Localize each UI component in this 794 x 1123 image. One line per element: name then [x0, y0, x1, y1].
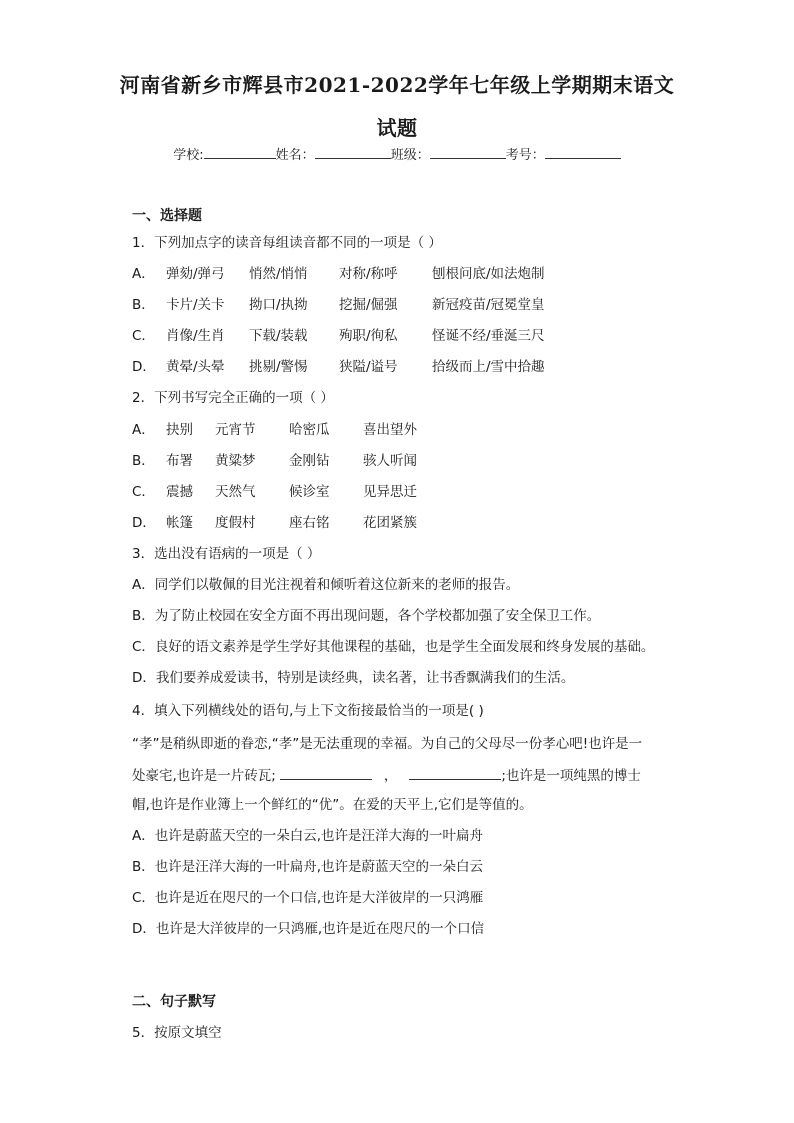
school-blank[interactable]: [204, 146, 276, 159]
passage-text: 处豪宅,也许是一片砖瓦;: [132, 768, 276, 784]
section-heading-dictation: 二、句子默写: [132, 994, 216, 1010]
question-2-option-c[interactable]: [132, 483, 417, 501]
option-item: 弹劾/弹弓: [166, 266, 225, 282]
option-item: 哈密瓜: [289, 422, 330, 438]
option-item: 喜出望外: [363, 422, 417, 438]
option-item: 候诊室: [289, 484, 330, 500]
section-heading-choice: 一、选择题: [132, 208, 202, 224]
option-label: D．: [132, 515, 156, 531]
question-3-option-b[interactable]: B．为了防止校园在安全方面不再出现问题，各个学校都加强了安全保卫工作。: [132, 608, 601, 624]
option-item: 下载/装载: [249, 328, 308, 344]
option-item: 肖像/生肖: [166, 328, 225, 344]
question-4-option-c[interactable]: C．也许是近在咫尺的一个口信,也许是大洋彼岸的一只鸿雁: [132, 890, 484, 906]
question-4-option-b[interactable]: B．也许是汪洋大海的一叶扁舟,也许是蔚蓝天空的一朵白云: [132, 859, 484, 875]
question-5-stem: 5．按原文填空: [132, 1025, 222, 1041]
question-1-option-a[interactable]: [132, 265, 545, 283]
option-item: 度假村: [215, 515, 256, 531]
option-item: 对称/称呼: [339, 266, 398, 282]
option-item: 怪诞不经/垂涎三尺: [432, 328, 545, 344]
option-item: 黄晕/头晕: [166, 359, 225, 375]
option-item: 殉职/徇私: [339, 328, 398, 344]
option-label: A．: [132, 422, 155, 438]
number-label: 考号：: [505, 148, 545, 163]
option-item: 花团紧簇: [363, 515, 417, 531]
option-item: 帐篷: [166, 515, 193, 531]
question-4-passage-line-1: “孝”是稍纵即逝的眷恋,“孝”是无法重现的幸福。为自己的父母尽一份孝心吧!也许是一: [132, 736, 643, 752]
question-2-option-b[interactable]: [132, 452, 417, 470]
option-item: 挑剔/警惕: [249, 359, 308, 375]
school-label: 学校:: [173, 148, 204, 163]
question-4-passage-line-2: [132, 766, 641, 785]
passage-text: ;也许是一项纯黑的博士: [501, 768, 641, 784]
option-item: 骇人听闻: [363, 453, 417, 469]
option-label: C．: [132, 484, 155, 500]
question-4-passage-line-3: 帽,也许是作业簿上一个鲜红的“优”。在爱的天平上,它们是等值的。: [132, 797, 533, 813]
passage-comma: ，: [383, 768, 398, 784]
option-item: 震撼: [166, 484, 193, 500]
option-item: 见异思迁: [363, 484, 417, 500]
number-blank[interactable]: [545, 146, 621, 159]
question-2-option-d[interactable]: [132, 514, 417, 532]
question-4-option-a[interactable]: A．也许是蔚蓝天空的一朵白云,也许是汪洋大海的一叶扁舟: [132, 828, 484, 844]
option-item: 新冠疫苗/冠冕堂皇: [432, 297, 545, 313]
question-3-option-c[interactable]: C．良好的语文素养是学生学好其他课程的基础，也是学生全面发展和终身发展的基础。: [132, 639, 655, 655]
option-label: A．: [132, 266, 155, 282]
option-label: B．: [132, 453, 155, 469]
question-3-option-a[interactable]: A．同学们以敬佩的目光注视着和倾听着这位新来的老师的报告。: [132, 577, 520, 593]
answer-blank-1[interactable]: [280, 766, 372, 780]
option-item: 刨根问底/如法炮制: [432, 266, 545, 282]
option-label: D．: [132, 359, 156, 375]
question-1-option-d[interactable]: [132, 358, 545, 376]
name-label: 姓名：: [275, 148, 315, 163]
option-item: 拗口/执拗: [249, 297, 308, 313]
option-label: B．: [132, 297, 155, 313]
option-item: 金刚钻: [289, 453, 330, 469]
option-item: 座右铭: [289, 515, 330, 531]
question-1-option-c[interactable]: [132, 327, 545, 345]
option-item: 悄然/悄悄: [249, 266, 308, 282]
option-item: 狭隘/谥号: [339, 359, 398, 375]
question-3-stem: 3．选出没有语病的一项是（ ）: [132, 546, 321, 562]
option-item: 天然气: [215, 484, 256, 500]
question-1-option-b[interactable]: [132, 296, 545, 314]
option-item: 拾级而上/雪中拾趣: [432, 359, 545, 375]
option-item: 布署: [166, 453, 193, 469]
option-item: 元宵节: [215, 422, 256, 438]
class-label: 班级：: [390, 148, 430, 163]
student-info-line: [0, 144, 794, 163]
question-1-stem: 1．下列加点字的读音每组读音都不同的一项是（ ）: [132, 235, 442, 251]
page-title: 河南省新乡市辉县市2021-2022学年七年级上学期期末语文: [119, 73, 675, 97]
question-4-stem: 4．填入下列横线处的语句,与上下文衔接最恰当的一项是( ): [132, 703, 484, 719]
option-label: C．: [132, 328, 155, 344]
name-blank[interactable]: [315, 146, 391, 159]
option-item: 卡片/关卡: [166, 297, 225, 313]
question-2-stem: 2．下列书写完全正确的一项（ ）: [132, 390, 334, 406]
page-title-line2: 试题: [376, 116, 418, 140]
class-blank[interactable]: [430, 146, 506, 159]
question-4-option-d[interactable]: D．也许是大洋彼岸的一只鸿雁,也许是近在咫尺的一个口信: [132, 921, 485, 937]
option-item: 黄粱梦: [215, 453, 256, 469]
question-3-option-d[interactable]: D．我们要养成爱读书，特别是读经典，读名著，让书香飘满我们的生活。: [132, 670, 575, 686]
question-2-option-a[interactable]: [132, 421, 417, 439]
answer-blank-2[interactable]: [409, 766, 501, 780]
option-item: 挖掘/倔强: [339, 297, 398, 313]
option-item: 抉别: [166, 422, 193, 438]
